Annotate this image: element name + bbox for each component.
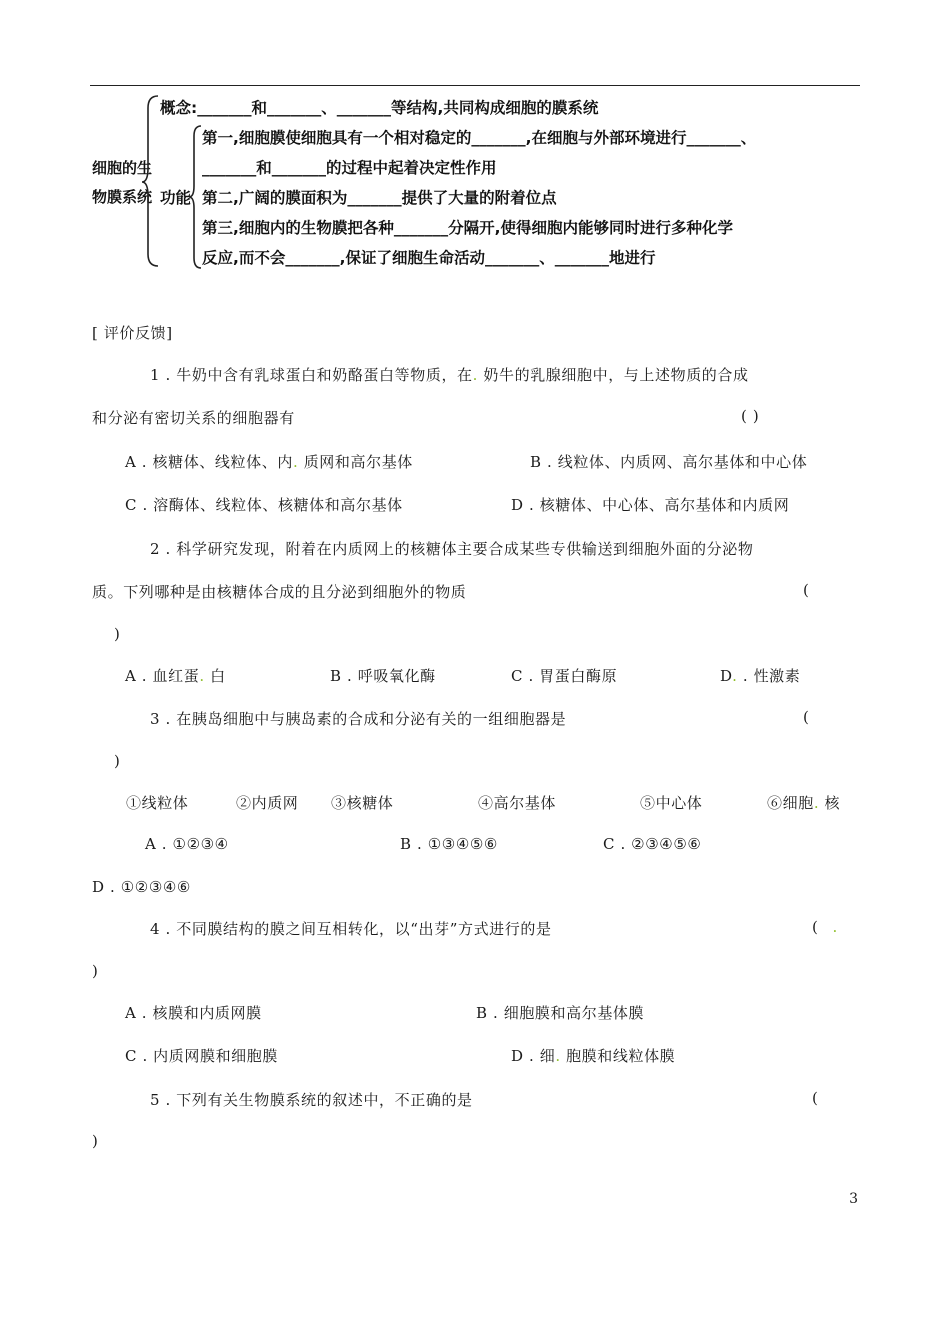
q3-item-2: ②内质网: [236, 794, 299, 812]
q3-item-5: ⑤中心体: [640, 794, 703, 812]
q4-stem: 4 . 不同膜结构的膜之间互相转化，以“出芽”方式进行的是: [150, 920, 552, 938]
q2-stem: 2 . 科学研究发现，附着在内质网上的核糖体主要合成某些专供输送到细胞外面的分泌物: [150, 540, 754, 558]
q2-stem-2: 质。下列哪种是由核糖体合成的且分泌到细胞外的物质: [92, 583, 467, 601]
q3-item-1: ①线粒体: [126, 794, 189, 812]
q3-item-3: ③核糖体: [331, 794, 394, 812]
concept-line: 概念:_______和_______、_______等结构,共同构成细胞的膜系统: [160, 99, 599, 117]
q3-item-6: ⑥细胞. 核: [767, 794, 841, 812]
function-3a: 第三,细胞内的生物膜把各种_______分隔开,使得细胞内能够同时进行多种化学: [202, 219, 734, 237]
q5-stem: 5 . 下列有关生物膜系统的叙述中，不正确的是: [150, 1091, 473, 1109]
q1-option-c[interactable]: C . 溶酶体、线粒体、核糖体和高尔基体: [125, 496, 403, 514]
header-rule: [90, 85, 860, 86]
root-label-line1: 细胞的生: [92, 159, 153, 177]
q4-paren-close: ): [92, 962, 99, 980]
function-3b: 反应,而不会_______,保证了细胞生命活动_______、_______地进行: [202, 249, 656, 267]
q3-option-a[interactable]: A . ①②③④: [145, 835, 229, 853]
q2-option-b[interactable]: B . 呼吸氧化酶: [330, 667, 436, 685]
q2-option-d[interactable]: D. . 性激素: [720, 667, 801, 685]
function-1b: _______和_______的过程中起着决定性作用: [202, 159, 497, 177]
q1-stem: 1 . 牛奶中含有乳球蛋白和奶酪蛋白等物质，在. 奶牛的乳腺细胞中，与上述物质的合成: [150, 366, 749, 384]
q4-paren-open: ( .: [812, 918, 838, 936]
function-label: 功能: [160, 189, 192, 207]
q3-paren-open: (: [803, 708, 810, 726]
q1-option-b[interactable]: B . 线粒体、内质网、高尔基体和中心体: [530, 453, 808, 471]
q5-paren-close: ): [92, 1132, 99, 1150]
q1-stem-2: 和分泌有密切关系的细胞器有: [92, 409, 295, 427]
q1-answer-paren: ( ): [741, 407, 760, 425]
q4-option-b[interactable]: B . 细胞膜和高尔基体膜: [476, 1004, 645, 1022]
q3-option-d[interactable]: D . ①②③④⑥: [92, 878, 191, 896]
q2-option-c[interactable]: C . 胃蛋白酶原: [511, 667, 618, 685]
q3-stem: 3 . 在胰岛细胞中与胰岛素的合成和分泌有关的一组细胞器是: [150, 710, 567, 728]
q1-option-a[interactable]: A . 核糖体、线粒体、内. 质网和高尔基体: [125, 453, 413, 471]
q3-paren-close: ): [114, 752, 121, 770]
q3-option-b[interactable]: B . ①③④⑤⑥: [400, 835, 498, 853]
q4-option-c[interactable]: C . 内质网膜和细胞膜: [125, 1047, 278, 1065]
q3-option-c[interactable]: C . ②③④⑤⑥: [603, 835, 702, 853]
q4-option-a[interactable]: A . 核膜和内质网膜: [125, 1004, 262, 1022]
outer-brace: [140, 94, 162, 270]
q1-option-d[interactable]: D . 核糖体、中心体、高尔基体和内质网: [511, 496, 790, 514]
q3-item-4: ④高尔基体: [478, 794, 557, 812]
function-1a: 第一,细胞膜使细胞具有一个相对稳定的_______,在细胞与外部环境进行_______、: [202, 129, 757, 147]
root-label-line2: 物膜系统: [92, 188, 153, 206]
q2-paren-open: (: [803, 581, 810, 599]
q5-paren-open: (: [812, 1089, 819, 1107]
section-title: [ 评价反馈]: [92, 324, 173, 342]
page-number: 3: [849, 1191, 858, 1207]
q4-option-d[interactable]: D . 细. 胞膜和线粒体膜: [511, 1047, 676, 1065]
q2-option-a[interactable]: A . 血红蛋. 白: [125, 667, 226, 685]
function-2: 第二,广阔的膜面积为_______提供了大量的附着位点: [202, 189, 557, 207]
q2-paren-close: ): [114, 625, 121, 643]
